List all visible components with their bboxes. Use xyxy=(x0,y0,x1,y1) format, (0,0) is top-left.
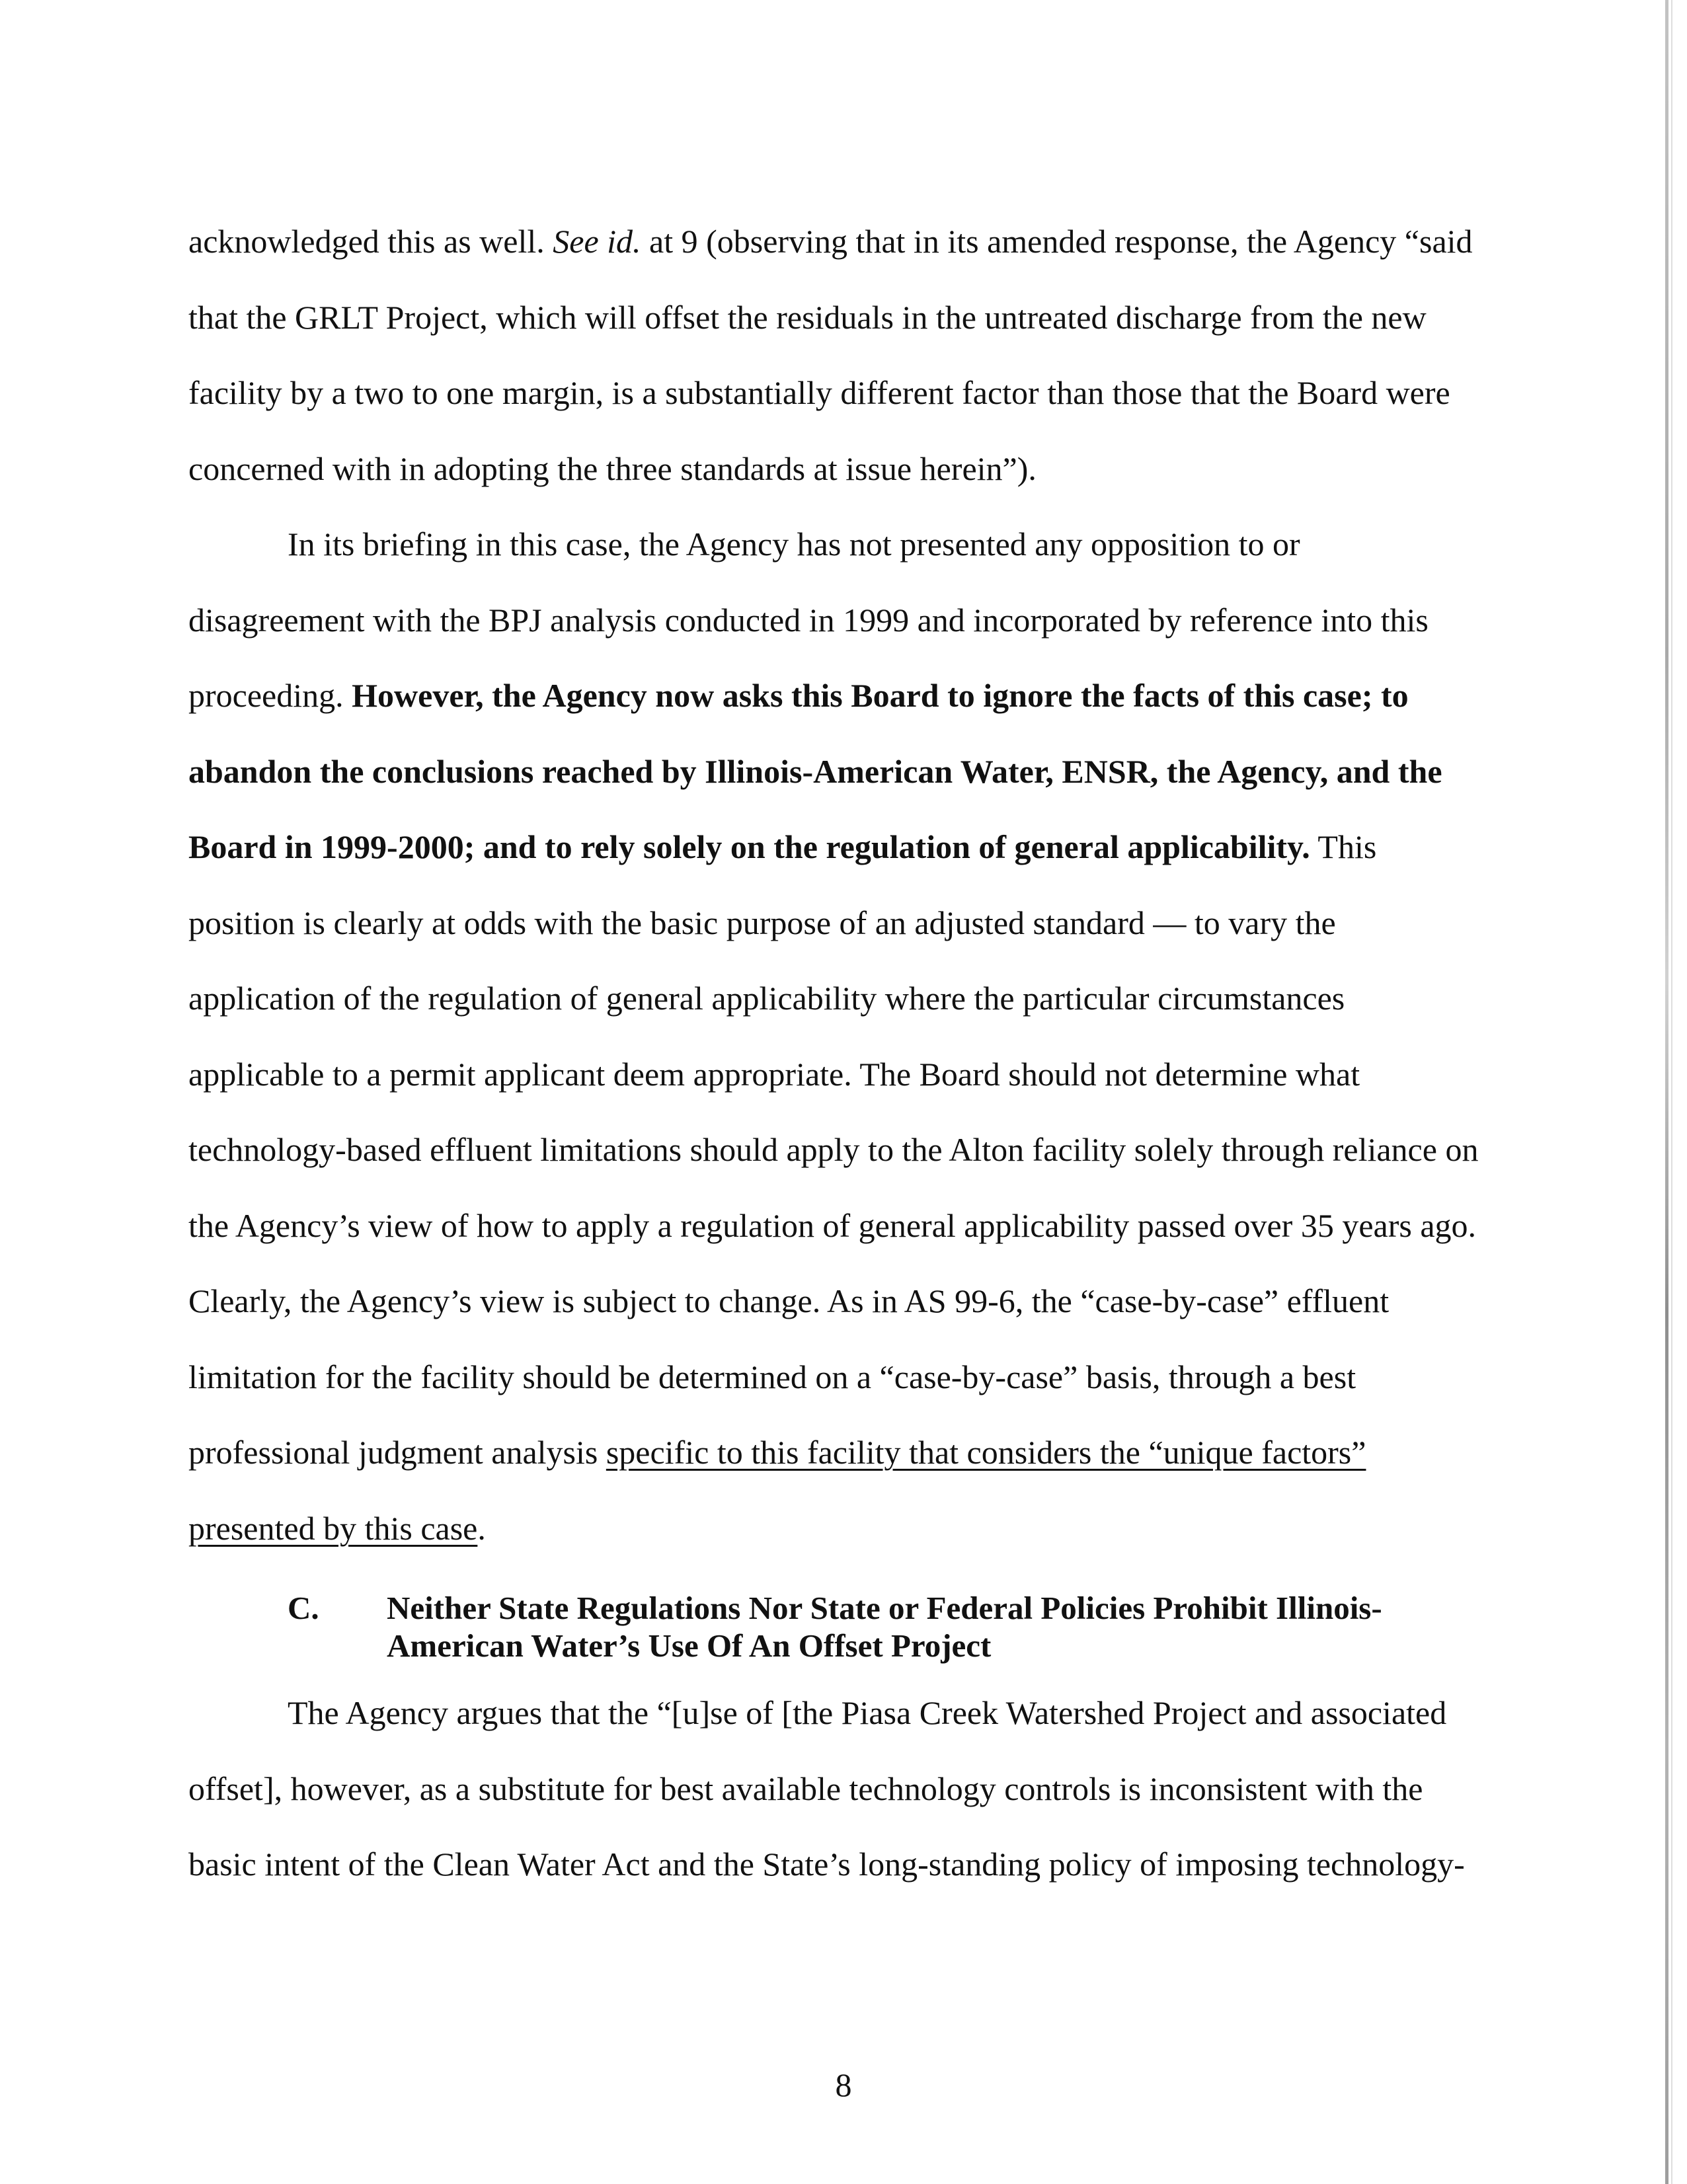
emphasis-bold-text: However, the Agency now asks this Board to ignore the facts of this case; to abandon the conclusions reached by Illinois-American Water, ENSR, the Agency, and the Board in 1999-2000; and to rely solely on the regulation of general applicability. xyxy=(188,677,1442,865)
scan-edge-line xyxy=(1671,0,1672,2184)
body-text-lower xyxy=(188,1675,1484,1902)
paragraph-continuation xyxy=(188,204,1484,506)
citation-see-id: See id. xyxy=(553,223,641,260)
paragraph-text: In its briefing in this case, the Agency has not presented any opposition to or disagreement with the BPJ analysis conducted in 1999 and incorporated by reference into this proceeding. xyxy=(188,526,1429,714)
paragraph-text: at 9 (observing that in its amended response, the Agency “said that the GRLT Project, which will offset the residuals in the untreated discharge from the new facility by a two to one margin, is a substantially different factor than those that the Board were concerned with in adopting the three standards at issue herein”). xyxy=(188,223,1473,487)
paragraph-text: This position is clearly at odds with the basic purpose of an adjusted standard — to vary the application of the regulation of general applicability where the particular circumstances applicable to a permit applicant deem appropriate. The Board should not determine what technology-based effluent limitations should apply to the Alton facility solely through reliance on the Agency’s view of how to apply a regulation of general applicability passed over 35 years ago. Clearly, the Agency’s view is subject to change. As in AS 99-6, the “case-by-case” effluent limitation for the facility should be determined on a “case-by-case” basis, through a best professional judgment analysis xyxy=(188,828,1479,1471)
section-letter: C. xyxy=(288,1590,319,1626)
scan-edge-shadow xyxy=(1665,0,1668,2184)
paragraph-text: . xyxy=(477,1509,486,1547)
paragraph-agency-briefing xyxy=(188,506,1484,1566)
paragraph-text: acknowledged this as well. xyxy=(188,223,553,260)
section-title: Neither State Regulations Nor State or Federal Policies Prohibit Illinois-American Water’s Use Of An Offset Project xyxy=(387,1590,1382,1664)
paragraph-text: The Agency argues that the “[u]se of [the Piasa Creek Watershed Project and associated offset], however, as a substitute for best available technology controls is inconsistent with the basic intent of the Clean Water Act and the State’s long-standing policy of imposing technology- xyxy=(188,1694,1465,1883)
page-number: 8 xyxy=(835,2066,852,2103)
paragraph-agency-argues xyxy=(188,1675,1484,1902)
underlined-text: specific to this facility that considers the “unique factors” presented by this case xyxy=(188,1434,1366,1547)
body-text-upper xyxy=(188,204,1484,1566)
